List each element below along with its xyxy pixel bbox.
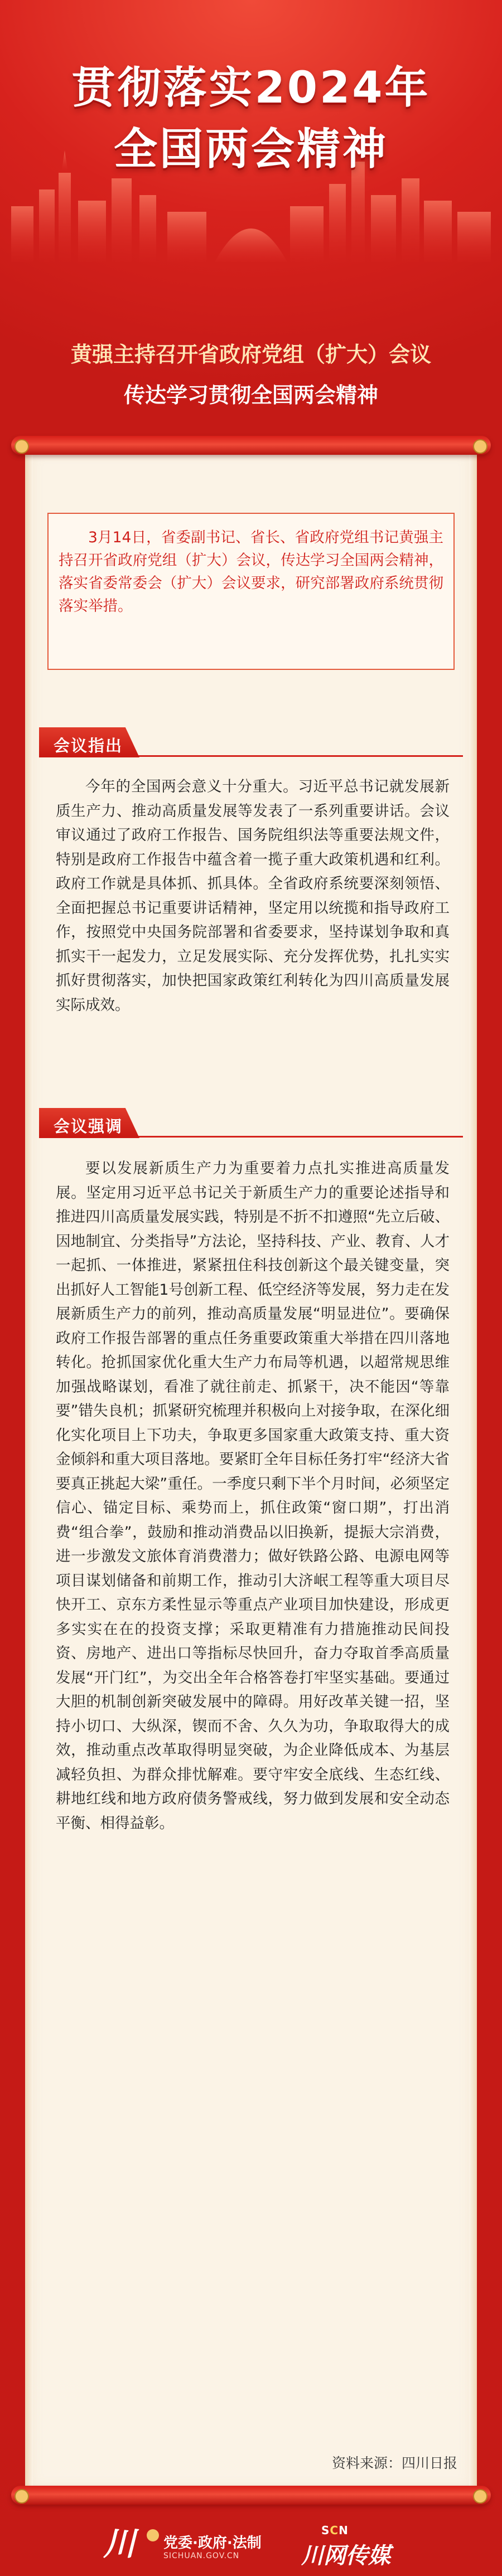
section-header-meeting-pointed-out	[39, 727, 463, 757]
scn-logo-mark-c: C	[330, 2524, 339, 2537]
chuanwang-media-logo[interactable]	[301, 2524, 413, 2568]
paper-edge-right	[469, 446, 477, 2494]
banner-title-line2: 全国两会精神	[113, 124, 388, 174]
source-attribution: 资料来源：四川日报	[331, 2455, 457, 2471]
party-emblem-icon	[147, 2529, 159, 2541]
footer	[0, 2514, 502, 2576]
header-banner	[0, 0, 502, 262]
chuanwang-logo-text: 川网传媒	[301, 2543, 390, 2569]
scn-logo-mark-s: S	[321, 2524, 330, 2537]
intro-text: 3月14日，省委副书记、省长、省政府党组书记黄强主持召开省政府党组（扩大）会议，传达学习全国两会精神，落实省委常委会（扩大）会议要求，研究部署政府系统贯彻落实举措。	[59, 529, 443, 615]
subtitle-line1: 黄强主持召开省政府党组（扩大）会议	[70, 342, 431, 367]
section-body-meeting-pointed-out: 今年的全国两会意义十分重大。习近平总书记就发展新质生产力、推动高质量发展等发表了一系列重要讲话。会议审议通过了政府工作报告、国务院组织法等重要法规文件，特别是政府工作报告中蕴含着一揽子重大政策机遇和红利。政府工作就是具体抓、抓具体。全省政府系统要深刻领悟、全面把握总书记重要讲话精神，坚定用以统揽和指导政府工作，按照党中央国务院部署和省委要求，坚持谋划争取和真抓实干一起发力，立足发展实际、充分发挥优势，扎扎实实抓好贯彻落实，加快把国家政策红利转化为四川高质量发展实际成效。	[56, 778, 450, 1014]
section-header-meeting-emphasized	[39, 1108, 463, 1138]
sichuan-logo-subtext: SICHUAN.GOV.CN	[163, 2551, 240, 2560]
sichuan-gov-logo[interactable]	[103, 2521, 271, 2566]
scroll-roll-bottom	[11, 2486, 491, 2505]
sichuan-logo-text: 党委·政府·法制	[163, 2535, 262, 2551]
scroll-roll-top	[11, 436, 491, 455]
banner-title-line1: 贯彻落实2024年	[71, 63, 431, 113]
section-label: 会议指出	[54, 736, 123, 755]
paper-edge-left	[25, 446, 33, 2494]
scn-logo-mark	[321, 2524, 349, 2537]
scn-logo-mark-n: N	[339, 2524, 349, 2537]
sichuan-logo-glyph: 川	[103, 2525, 136, 2563]
subtitle-line2: 传达学习贯彻全国两会精神	[123, 383, 378, 407]
section-label: 会议强调	[54, 1117, 123, 1136]
section-body-meeting-emphasized: 要以发展新质生产力为重要着力点扎实推进高质量发展。坚定用习近平总书记关于新质生产力的重要论述指导和推进四川高质量发展实践，特别是不折不扣遵照“先立后破、因地制宜、分类指导”方法论，坚持科技、产业、教育、人才一起抓、一体推进，紧紧扭住科技创新这个最关键变量，突出抓好人工智能1号创新工程、低空经济等发展，努力走在发展新质生产力的前列，推动高质量发展“明显进位”。要确保政府工作报告部署的重点任务重要政策重大举措在四川落地转化。抢抓国家优化重大生产力布局等机遇，以超常规思维加强战略谋划，看准了就往前走、抓紧干，决不能因“等靠要”错失良机；抓紧研究梳理并积极向上对接争取，在深化细化实化项目上下功夫，争取更多国家重大政策支持、重大资金倾斜和重大项目落地。要紧盯全年目标任务打牢“经济大省要真正挑起大梁”重任。一季度只剩下半个月时间，必须坚定信心、锚定目标、乘势而上，抓住政策“窗口期”，打出消费“组合拳”，鼓励和推动消费品以旧换新，提振大宗消费，进一步激发文旅体育消费潜力；做好铁路公路、电源电网等项目谋划储备和前期工作，推动引大济岷工程等重大项目尽快开工、京东方柔性显示等重点产业项目加快建设，形成更多实实在在的投资支撑；采取更精准有力措施推动民间投资、房地产、进出口等指标尽快回升，奋力夺取首季高质量发展“开门红”，为交出全年合格答卷打牢坚实基础。要通过大胆的机制创新突破发展中的障碍。用好改革关键一招，坚持小切口、大纵深，锲而不舍、久久为功，争取取得大的成效，推动重点改革取得明显突破，为企业降低成本、为基层减轻负担、为群众排忧解难。要守牢安全底线、生态红线、耕地红线和地方政府债务警戒线，努力做到发展和安全动态平衡、相得益彰。	[56, 1160, 450, 1832]
